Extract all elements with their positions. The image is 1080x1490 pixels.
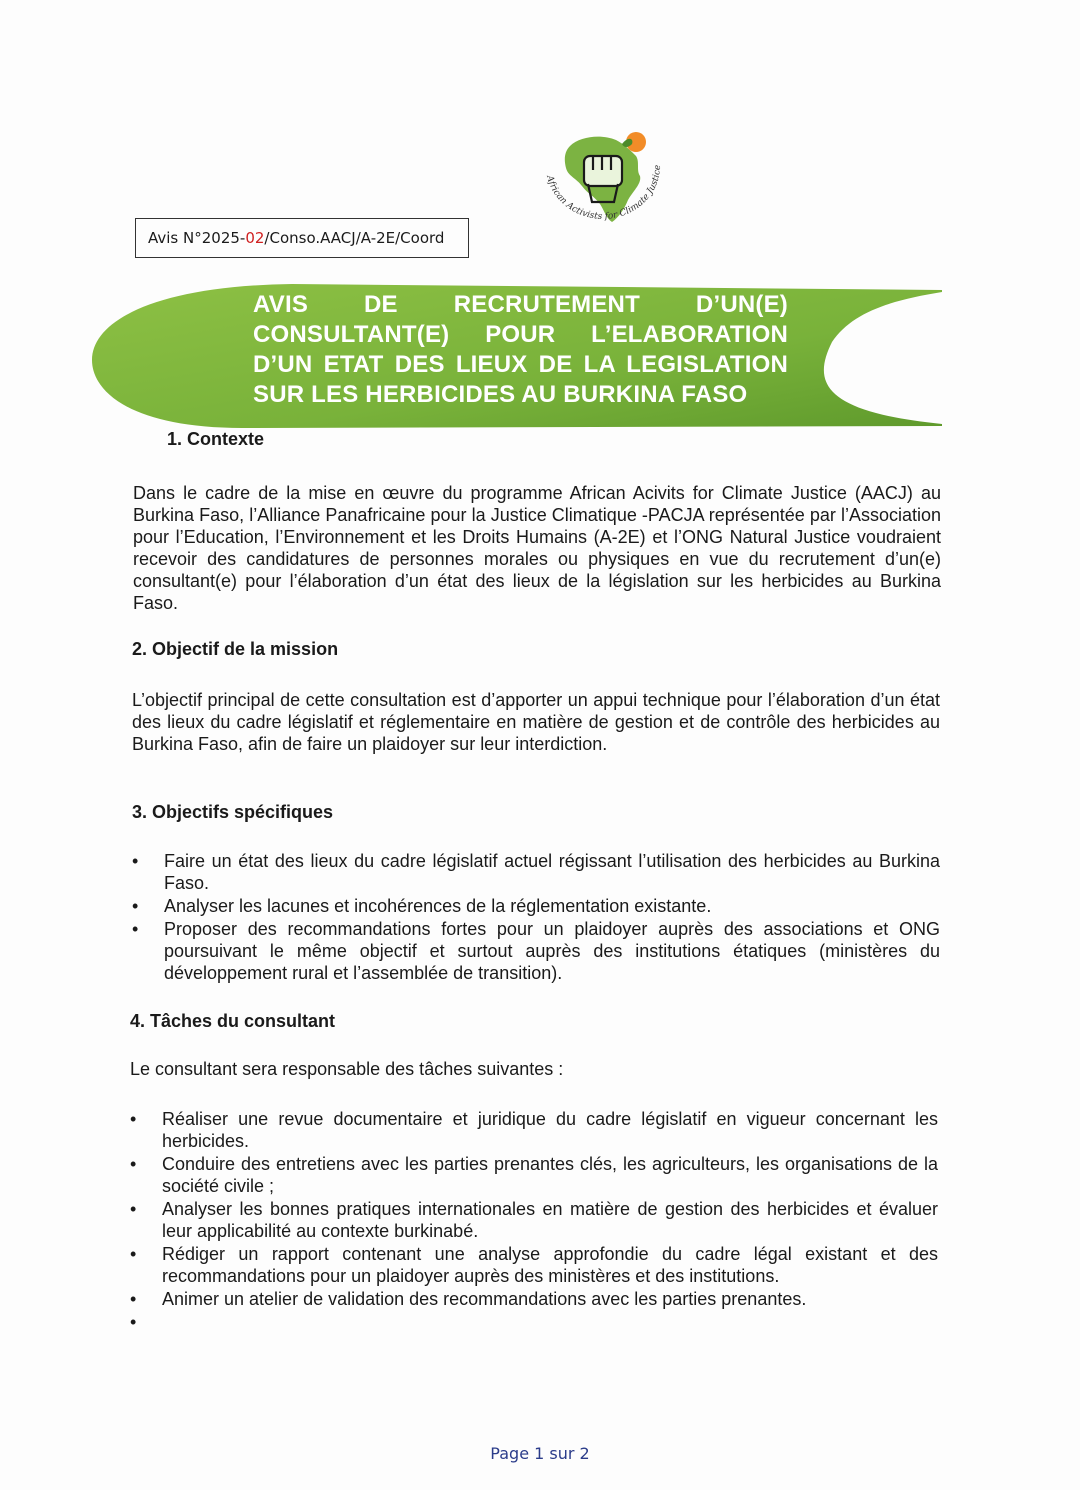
section-specifiques-list xyxy=(132,850,940,985)
list-item: • Proposer des recommandations fortes pour un plaidoyer auprès des associations et ONG poursuivant le même objectif et surtout auprès des institutions étatiques (ministères du développement rural et l’assemblée de transition). xyxy=(132,919,940,983)
banner-line-4: SUR LES HERBICIDES AU BURKINA FASO xyxy=(253,381,748,408)
reference-suffix: /Conso.AACJ/A-2E/Coord xyxy=(264,229,445,247)
list-item: • Réaliser une revue documentaire et juridique du cadre législatif en vigueur concernant les herbicides. xyxy=(130,1109,938,1151)
section-objectif-body xyxy=(132,689,940,755)
contexte-paragraph: Dans le cadre de la mise en œuvre du programme African Acivits for Climate Justice (AACJ) au Burkina Faso, l’Alliance Panafricaine pour la Justice Climatique -PACJA représentée par l’Association pour l’Education, l’Environnement et les Droits Humains (A-2E) et l’ONG Natural Justice voudraient recevoir des candidatures de personnes morales ou physiques en vue du recrutement d’un(e) consultant(e) pour l’élaboration d’un état des lieux de la législation sur les herbicides au Burkina Faso. xyxy=(133,483,941,613)
section-specifiques-title: 3. Objectifs spécifiques xyxy=(132,802,334,822)
objectif-paragraph: L’objectif principal de cette consultation est d’apporter un appui technique pour l’élaboration d’un état des lieux du cadre législatif et réglementaire en matière de gestion et de contrôle des herbicides au Burkina Faso, afin de faire un plaidoyer sur leur interdiction. xyxy=(132,690,940,754)
list-item: • Rédiger un rapport contenant une analyse approfondie du cadre légal existant et des recommandations pour un plaidoyer auprès des ministères et des institutions. xyxy=(130,1244,938,1286)
taches-list: • Réaliser une revue documentaire et juridique du cadre législatif en vigueur concernant les herbicides. • Conduire des entretiens avec les parties prenantes clés, les agriculteurs, les organisations de la société civile ; • Analyser les bonnes pratiques internationales en matière de gestion des herbicides et évaluer leur applicabilité au contexte burkinabé. • Rédiger un rapport contenant une analyse approfondie du cadre légal existant et des recommandations pour un plaidoyer auprès des ministères et des institutions. • Animer un atelier de validation des recommandations avec les parties prenantes. • xyxy=(130,1109,938,1332)
banner-title xyxy=(253,290,788,410)
reference-highlight: 02 xyxy=(245,229,265,247)
organization-logo xyxy=(532,126,672,246)
list-item: • Animer un atelier de validation des recommandations avec les parties prenantes. xyxy=(130,1289,807,1309)
section-contexte-body xyxy=(133,482,941,614)
section-taches xyxy=(130,1010,938,1032)
banner-line-2: CONSULTANT(E) POUR L’ELABORATION xyxy=(253,321,788,348)
section-specifiques xyxy=(132,801,940,823)
section-taches-title: 4. Tâches du consultant xyxy=(130,1011,336,1031)
section-contexte-title: 1. Contexte xyxy=(167,429,265,449)
section-objectif xyxy=(132,638,940,660)
banner-line-1: AVIS DE RECRUTEMENT D’UN(E) xyxy=(253,291,788,318)
section-objectif-title: 2. Objectif de la mission xyxy=(132,639,339,659)
page-number: Page 1 sur 2 xyxy=(490,1444,590,1463)
section-taches-list xyxy=(130,1108,938,1332)
list-item: • Analyser les lacunes et incohérences de la réglementation existante. xyxy=(132,896,712,916)
reference-number-box xyxy=(135,218,469,258)
section-contexte-heading-wrap xyxy=(167,428,947,450)
logo-arc-text: African Activists for Climate Justice xyxy=(544,164,664,222)
list-item: • Analyser les bonnes pratiques internationales en matière de gestion des herbicides et évaluer leur applicabilité au contexte burkinabé. xyxy=(130,1199,938,1241)
section-taches-intro xyxy=(130,1058,938,1080)
list-item: • Faire un état des lieux du cadre législatif actuel régissant l’utilisation des herbicides au Burkina Faso. xyxy=(132,851,940,893)
reference-prefix: Avis N°2025- xyxy=(148,229,246,247)
list-item: • Conduire des entretiens avec les parties prenantes clés, les agriculteurs, les organisations de la société civile ; xyxy=(130,1154,938,1196)
banner-line-3: D’UN ETAT DES LIEUX DE LA LEGISLATION xyxy=(253,351,788,378)
specifiques-list xyxy=(132,850,940,984)
taches-intro: Le consultant sera responsable des tâches suivantes : xyxy=(130,1059,564,1079)
